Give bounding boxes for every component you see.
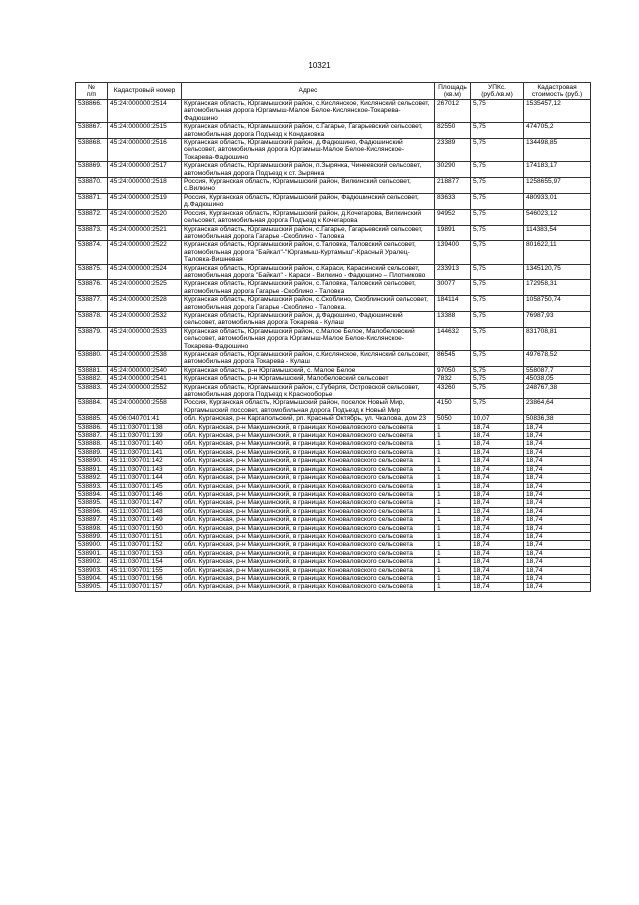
cell-area: 1: [435, 432, 471, 440]
header-address: Адрес: [182, 83, 435, 100]
cell-upks: 18,74: [471, 474, 524, 482]
cell-row-number: 538866.: [76, 100, 108, 123]
table-row: [76, 423, 591, 431]
cell-row-number: 538902.: [76, 558, 108, 566]
cell-cadastral-number: 45:24:000000:2541: [108, 375, 182, 383]
cell-cadastral-number: 45:24:000000:2519: [108, 193, 182, 209]
cell-address: обл. Курганская, р-н Макушинский, в границах Коноваловского сельсовета: [182, 532, 435, 540]
cell-upks: 5,75: [471, 123, 524, 139]
table-row: [76, 296, 591, 312]
table-row: [76, 507, 591, 515]
cell-address: Курганская область, Юргамышский район, с.Малое Белое, Малобеловский сельсовет, автомобильная дорога Юргамыш-Малое Белое-Кислянское-Токарева-Фадюшино: [182, 327, 435, 350]
cell-cadastral-number: 45:11:030701:153: [108, 549, 182, 557]
cell-address: Курганская область, Юргамышский район, д.Фадюшино, Фадюшинский сельсовет, автомобильная дорога Токарева - Кулаш: [182, 311, 435, 327]
cell-cadastral-number: 45:11:030701:138: [108, 423, 182, 431]
cell-upks: 5,75: [471, 280, 524, 296]
cell-address: Россия, Курганская область, Юргамышский район, Фадюшинский сельсовет, д.Фадюшино: [182, 193, 435, 209]
cell-cadastral-number: 45:24:000000:2514: [108, 100, 182, 123]
cell-upks: 18,74: [471, 457, 524, 465]
table-row: [76, 162, 591, 178]
cell-row-number: 538891.: [76, 465, 108, 473]
cell-cadastral-cost: 18,74: [524, 541, 591, 549]
cell-address: обл. Курганская, р-н Макушинский, в границах Коноваловского сельсовета: [182, 566, 435, 574]
cell-cadastral-number: 45:11:030701:141: [108, 448, 182, 456]
cell-upks: 5,75: [471, 375, 524, 383]
table-row: [76, 432, 591, 440]
cell-cadastral-number: 45:11:030701:145: [108, 482, 182, 490]
cell-cadastral-cost: 801622,11: [524, 241, 591, 264]
cell-upks: 18,74: [471, 532, 524, 540]
cell-upks: 18,74: [471, 440, 524, 448]
cell-address: Россия, Курганская область, Юргамышский район, Вилкинский сельсовет, с.Вилкино: [182, 178, 435, 194]
cell-upks: 18,74: [471, 574, 524, 582]
cell-address: обл. Курганская, р-н Макушинский, в границах Коноваловского сельсовета: [182, 440, 435, 448]
cell-row-number: 538878.: [76, 311, 108, 327]
cell-cadastral-number: 45:24:000000:2525: [108, 280, 182, 296]
cell-row-number: 538900.: [76, 541, 108, 549]
table-row: [76, 448, 591, 456]
cell-row-number: 538879.: [76, 327, 108, 350]
cell-address: Курганская область, р-н Юргамышский, с. Малое Белое: [182, 366, 435, 374]
cell-area: 83633: [435, 193, 471, 209]
cell-upks: 5,75: [471, 139, 524, 162]
cell-cadastral-cost: 18,74: [524, 482, 591, 490]
cell-upks: 5,75: [471, 100, 524, 123]
table-row: [76, 311, 591, 327]
cell-row-number: 538890.: [76, 457, 108, 465]
cell-area: 1: [435, 465, 471, 473]
cell-cadastral-cost: 1258655,97: [524, 178, 591, 194]
cell-row-number: 538893.: [76, 482, 108, 490]
cell-cadastral-cost: 558087,7: [524, 366, 591, 374]
table-row: [76, 225, 591, 241]
cell-row-number: 538875.: [76, 264, 108, 280]
cell-cadastral-number: 45:11:030701:154: [108, 558, 182, 566]
cell-cadastral-number: 45:24:000000:2521: [108, 225, 182, 241]
cell-cadastral-number: 45:11:030701:140: [108, 440, 182, 448]
table-row: [76, 375, 591, 383]
cell-address: обл. Курганская, р-н Макушинский, в границах Коноваловского сельсовета: [182, 583, 435, 591]
cell-cadastral-number: 45:11:030701:143: [108, 465, 182, 473]
table-row: [76, 178, 591, 194]
cell-cadastral-number: 45:11:030701:156: [108, 574, 182, 582]
table-row: [76, 490, 591, 498]
table-row: [76, 399, 591, 415]
cell-area: 1: [435, 549, 471, 557]
cell-cadastral-number: 45:24:000000:2533: [108, 327, 182, 350]
cell-area: 233913: [435, 264, 471, 280]
cell-area: 19891: [435, 225, 471, 241]
cell-cadastral-cost: 18,74: [524, 583, 591, 591]
cell-area: 1: [435, 583, 471, 591]
cell-cadastral-number: 45:24:000000:2528: [108, 296, 182, 312]
cell-cadastral-number: 45:11:030701:147: [108, 499, 182, 507]
table-row: [76, 123, 591, 139]
cell-address: обл. Курганская, р-н Каргапольский, рп. Красный Октябрь, ул. Чкалова, дом 23: [182, 415, 435, 423]
cell-upks: 5,75: [471, 399, 524, 415]
cell-row-number: 538868.: [76, 139, 108, 162]
table-row: [76, 209, 591, 225]
cell-address: Курганская область, Юргамышский район, д.Фадюшино, Фадюшинский сельсовет, автомобильная дорога Юргамыш-Малое Белое-Кислянское-Токарева-Фадюшино: [182, 139, 435, 162]
cell-area: 144632: [435, 327, 471, 350]
cell-area: 30077: [435, 280, 471, 296]
cell-cadastral-number: 45:24:000000:2532: [108, 311, 182, 327]
table-row: [76, 474, 591, 482]
cell-row-number: 538867.: [76, 123, 108, 139]
cell-row-number: 538870.: [76, 178, 108, 194]
cell-cadastral-number: 45:24:000000:2538: [108, 351, 182, 367]
cell-row-number: 538899.: [76, 532, 108, 540]
cell-area: 1: [435, 574, 471, 582]
cell-upks: 5,75: [471, 264, 524, 280]
cell-address: обл. Курганская, р-н Макушинский, в границах Коноваловского сельсовета: [182, 432, 435, 440]
cell-row-number: 538888.: [76, 440, 108, 448]
cell-area: 1: [435, 474, 471, 482]
table-row: [76, 440, 591, 448]
cell-address: обл. Курганская, р-н Макушинский, в границах Коноваловского сельсовета: [182, 474, 435, 482]
cell-upks: 18,74: [471, 507, 524, 515]
cell-upks: 18,74: [471, 524, 524, 532]
cell-row-number: 538886.: [76, 423, 108, 431]
cell-upks: 5,75: [471, 209, 524, 225]
cell-upks: 5,75: [471, 327, 524, 350]
cell-cadastral-cost: 18,74: [524, 516, 591, 524]
cell-address: обл. Курганская, р-н Макушинский, в границах Коноваловского сельсовета: [182, 499, 435, 507]
cell-cadastral-number: 45:24:000000:2515: [108, 123, 182, 139]
cadastral-table: [75, 82, 591, 592]
cell-cadastral-cost: 1345120,75: [524, 264, 591, 280]
cell-upks: 18,74: [471, 499, 524, 507]
cell-cadastral-number: 45:11:030701:149: [108, 516, 182, 524]
cell-upks: 18,74: [471, 490, 524, 498]
cell-cadastral-cost: 18,74: [524, 558, 591, 566]
table-row: [76, 193, 591, 209]
cell-cadastral-cost: 23864,64: [524, 399, 591, 415]
cell-address: обл. Курганская, р-н Макушинский, в границах Коноваловского сельсовета: [182, 448, 435, 456]
cell-row-number: 538894.: [76, 490, 108, 498]
cell-cadastral-cost: 18,74: [524, 474, 591, 482]
cell-cadastral-cost: 1058750,74: [524, 296, 591, 312]
table-row: [76, 100, 591, 123]
cell-row-number: 538898.: [76, 524, 108, 532]
table-row: [76, 549, 591, 557]
cell-cadastral-cost: 18,74: [524, 549, 591, 557]
cell-row-number: 538904.: [76, 574, 108, 582]
cell-row-number: 538897.: [76, 516, 108, 524]
cell-cadastral-number: 45:11:030701:144: [108, 474, 182, 482]
cell-cadastral-number: 45:24:000000:2517: [108, 162, 182, 178]
table-row: [76, 139, 591, 162]
cell-cadastral-number: 45:11:030701:155: [108, 566, 182, 574]
cell-upks: 18,74: [471, 465, 524, 473]
cell-row-number: 538884.: [76, 399, 108, 415]
table-row: [76, 499, 591, 507]
cell-area: 86545: [435, 351, 471, 367]
cell-area: 1: [435, 507, 471, 515]
cell-row-number: 538905.: [76, 583, 108, 591]
cell-cadastral-number: 45:24:000000:2518: [108, 178, 182, 194]
cell-upks: 18,74: [471, 448, 524, 456]
cell-cadastral-cost: 18,74: [524, 524, 591, 532]
cell-upks: 18,74: [471, 541, 524, 549]
cell-address: обл. Курганская, р-н Макушинский, в границах Коноваловского сельсовета: [182, 507, 435, 515]
cell-row-number: 538871.: [76, 193, 108, 209]
cell-address: Курганская область, Юргамышский район, с.Гагарье, Гагарьевский сельсовет, автомобильная дорога Подъезд к Кондаковка: [182, 123, 435, 139]
table-row: [76, 280, 591, 296]
cell-row-number: 538892.: [76, 474, 108, 482]
cell-upks: 18,74: [471, 583, 524, 591]
cell-row-number: 538889.: [76, 448, 108, 456]
cell-area: 82550: [435, 123, 471, 139]
cell-cadastral-cost: 1535457,12: [524, 100, 591, 123]
table-row: [76, 327, 591, 350]
cell-address: Курганская область, Юргамышский район, с.Гагарье, Гагарьевский сельсовет, автомобильная дорога Гагарье -Скоблино - Таловка: [182, 225, 435, 241]
table-row: [76, 566, 591, 574]
table-row: [76, 241, 591, 264]
table-body: [76, 100, 591, 592]
table-row: [76, 366, 591, 374]
cell-cadastral-cost: 18,74: [524, 465, 591, 473]
cell-cadastral-cost: 18,74: [524, 440, 591, 448]
table-row: [76, 465, 591, 473]
table-row: [76, 558, 591, 566]
table-row: [76, 524, 591, 532]
cell-upks: 5,75: [471, 296, 524, 312]
cell-address: Курганская область, Юргамышский район, с.Кислянское, Кислянский сельсовет, автомобильная дорога Юргамыш-Малое Белое-Кислянское-Токарева-Фадюшино: [182, 100, 435, 123]
cell-upks: 18,74: [471, 558, 524, 566]
cell-cadastral-cost: 18,74: [524, 457, 591, 465]
cell-address: обл. Курганская, р-н Макушинский, в границах Коноваловского сельсовета: [182, 549, 435, 557]
cell-cadastral-cost: 18,74: [524, 448, 591, 456]
cell-cadastral-cost: 174183,17: [524, 162, 591, 178]
cell-cadastral-cost: 480933,01: [524, 193, 591, 209]
cell-cadastral-number: 45:24:000000:2552: [108, 383, 182, 399]
cell-upks: 5,75: [471, 351, 524, 367]
table-row: [76, 264, 591, 280]
cell-area: 139400: [435, 241, 471, 264]
cell-cadastral-cost: 18,74: [524, 432, 591, 440]
cell-cadastral-number: 45:11:030701:150: [108, 524, 182, 532]
cell-area: 1: [435, 440, 471, 448]
cell-row-number: 538885.: [76, 415, 108, 423]
cell-row-number: 538896.: [76, 507, 108, 515]
cell-row-number: 538883.: [76, 383, 108, 399]
header-upks: УПКс. (руб./кв.м): [471, 83, 524, 100]
cell-address: Курганская область, Юргамышский район, п.Зырянка, Чинеевский сельсовет, автомобильная дорога Подъезд к ст. Зырянка: [182, 162, 435, 178]
cell-area: 97050: [435, 366, 471, 374]
cell-area: 1: [435, 516, 471, 524]
cell-address: обл. Курганская, р-н Макушинский, в границах Коноваловского сельсовета: [182, 516, 435, 524]
cell-cadastral-cost: 76987,93: [524, 311, 591, 327]
cell-upks: 5,75: [471, 193, 524, 209]
cell-row-number: 538882.: [76, 375, 108, 383]
cell-cadastral-number: 45:11:030701:151: [108, 532, 182, 540]
cell-cadastral-cost: 18,74: [524, 499, 591, 507]
table-row: [76, 415, 591, 423]
cell-area: 1: [435, 541, 471, 549]
cell-row-number: 538876.: [76, 280, 108, 296]
cell-area: 218877: [435, 178, 471, 194]
cell-upks: 18,74: [471, 516, 524, 524]
cell-cadastral-cost: 45038,05: [524, 375, 591, 383]
cell-upks: 5,75: [471, 241, 524, 264]
table-row: [76, 532, 591, 540]
cell-upks: 5,75: [471, 178, 524, 194]
cell-cadastral-number: 45:24:000000:2520: [108, 209, 182, 225]
cell-row-number: 538903.: [76, 566, 108, 574]
cell-cadastral-cost: 18,74: [524, 574, 591, 582]
cell-cadastral-number: 45:24:000000:2522: [108, 241, 182, 264]
cell-cadastral-number: 45:11:030701:148: [108, 507, 182, 515]
cell-address: обл. Курганская, р-н Макушинский, в границах Коноваловского сельсовета: [182, 465, 435, 473]
cell-address: Курганская область, Юргамышский район, с.Кислянское, Кислянский сельсовет, автомобильная дорога Токарева - Кулаш: [182, 351, 435, 367]
header-cadastral-number: Кадастровый номер: [108, 83, 182, 100]
cell-area: 184114: [435, 296, 471, 312]
header-num: № п/п: [76, 83, 108, 100]
cell-cadastral-cost: 18,74: [524, 490, 591, 498]
cell-address: Россия, Курганская область, Юргамышский район, д.Кочегарова, Вилкинский сельсовет, автомобильная дорога Подъезд к Кочегарова: [182, 209, 435, 225]
table-header-row: [76, 83, 591, 100]
cell-address: Курганская область, р-н Юргамышский, Малобеловский сельсовет: [182, 375, 435, 383]
cell-area: 23389: [435, 139, 471, 162]
cell-cadastral-cost: 18,74: [524, 532, 591, 540]
cell-cadastral-number: 45:24:000000:2516: [108, 139, 182, 162]
cell-address: обл. Курганская, р-н Макушинский, в границах Коноваловского сельсовета: [182, 490, 435, 498]
cell-address: обл. Курганская, р-н Макушинский, в границах Коноваловского сельсовета: [182, 423, 435, 431]
cell-area: 13388: [435, 311, 471, 327]
table-row: [76, 516, 591, 524]
cell-cadastral-cost: 18,74: [524, 423, 591, 431]
cell-area: 43260: [435, 383, 471, 399]
header-area: Площадь (кв.м): [435, 83, 471, 100]
cell-area: 1: [435, 490, 471, 498]
cell-upks: 18,74: [471, 432, 524, 440]
cell-address: Курганская область, Юргамышский район, с.Губерля, Островской сельсовет, автомобильная дорога Подъезд к Краснооборье: [182, 383, 435, 399]
table-row: [76, 574, 591, 582]
table-row: [76, 583, 591, 591]
cell-address: обл. Курганская, р-н Макушинский, в границах Коноваловского сельсовета: [182, 524, 435, 532]
cell-address: Курганская область, Юргамышский район, с.Таловка, Таловский сельсовет, автомобильная дорога Гагарье -Скоблино - Таловка: [182, 280, 435, 296]
cell-area: 4150: [435, 399, 471, 415]
cell-cadastral-cost: 172958,31: [524, 280, 591, 296]
cell-row-number: 538874.: [76, 241, 108, 264]
cell-upks: 5,75: [471, 162, 524, 178]
cell-area: 30290: [435, 162, 471, 178]
page-number: 10321: [308, 61, 331, 70]
cell-area: 1: [435, 566, 471, 574]
cell-address: обл. Курганская, р-н Макушинский, в границах Коноваловского сельсовета: [182, 574, 435, 582]
cell-cadastral-cost: 114383,54: [524, 225, 591, 241]
cell-upks: 5,75: [471, 225, 524, 241]
cell-cadastral-number: 45:11:030701:142: [108, 457, 182, 465]
cell-area: 1: [435, 532, 471, 540]
table-row: [76, 383, 591, 399]
cell-area: 267012: [435, 100, 471, 123]
cell-upks: 10,07: [471, 415, 524, 423]
cell-cadastral-cost: 546023,12: [524, 209, 591, 225]
header-cadastral-cost: Кадастровая стоимость (руб.): [524, 83, 591, 100]
cell-area: 1: [435, 482, 471, 490]
cell-cadastral-number: 45:11:030701:146: [108, 490, 182, 498]
cell-row-number: 538873.: [76, 225, 108, 241]
cell-address: обл. Курганская, р-н Макушинский, в границах Коноваловского сельсовета: [182, 482, 435, 490]
cell-area: 5050: [435, 415, 471, 423]
cell-address: обл. Курганская, р-н Макушинский, в границах Коноваловского сельсовета: [182, 541, 435, 549]
cell-cadastral-number: 45:06:040701:41: [108, 415, 182, 423]
cell-row-number: 538901.: [76, 549, 108, 557]
cell-upks: 18,74: [471, 566, 524, 574]
cell-upks: 18,74: [471, 549, 524, 557]
cell-area: 94952: [435, 209, 471, 225]
cell-cadastral-cost: 134498,85: [524, 139, 591, 162]
cell-upks: 18,74: [471, 482, 524, 490]
cell-row-number: 538880.: [76, 351, 108, 367]
cell-cadastral-cost: 497678,52: [524, 351, 591, 367]
cell-cadastral-number: 45:11:030701:152: [108, 541, 182, 549]
cell-row-number: 538887.: [76, 432, 108, 440]
cell-cadastral-cost: 831708,81: [524, 327, 591, 350]
cell-upks: 5,75: [471, 383, 524, 399]
cell-area: 1: [435, 524, 471, 532]
cell-cadastral-number: 45:24:000000:2524: [108, 264, 182, 280]
cell-row-number: 538895.: [76, 499, 108, 507]
cell-area: 1: [435, 558, 471, 566]
cell-row-number: 538872.: [76, 209, 108, 225]
cell-cadastral-number: 45:24:000000:2558: [108, 399, 182, 415]
cell-upks: 5,75: [471, 366, 524, 374]
cell-address: Курганская область, Юргамышский район, с.Таловка, Таловский сельсовет, автомобильная дорога "Байкал"-"Юргамыш-Куртамыш"-Красный Уралец-Таловка-Вишневая: [182, 241, 435, 264]
cell-cadastral-cost: 248767,38: [524, 383, 591, 399]
cell-address: Россия, Курганская область, Юргамышский район, поселок Новый Мир, Юргамышский поссовет, автомобильная дорога Подъезд к Новый Мир: [182, 399, 435, 415]
cell-upks: 18,74: [471, 423, 524, 431]
cell-cadastral-cost: 50836,38: [524, 415, 591, 423]
cell-area: 1: [435, 448, 471, 456]
cell-cadastral-cost: 18,74: [524, 507, 591, 515]
cell-row-number: 538881.: [76, 366, 108, 374]
cell-area: 7832: [435, 375, 471, 383]
cell-cadastral-number: 45:11:030701:157: [108, 583, 182, 591]
cell-cadastral-number: 45:11:030701:139: [108, 432, 182, 440]
cell-address: обл. Курганская, р-н Макушинский, в границах Коноваловского сельсовета: [182, 457, 435, 465]
cell-cadastral-cost: 18,74: [524, 566, 591, 574]
cell-cadastral-number: 45:24:000000:2540: [108, 366, 182, 374]
cell-area: 1: [435, 499, 471, 507]
cell-address: обл. Курганская, р-н Макушинский, в границах Коноваловского сельсовета: [182, 558, 435, 566]
table-row: [76, 351, 591, 367]
cell-area: 1: [435, 457, 471, 465]
cell-row-number: 538869.: [76, 162, 108, 178]
table-row: [76, 457, 591, 465]
table-row: [76, 541, 591, 549]
cell-address: Курганская область, Юргамышский район, с.Скоблино, Скоблинский сельсовет, автомобильная дорога Гагарье -Скоблино - Таловка.: [182, 296, 435, 312]
cell-address: Курганская область, Юргамышский район, с.Караси, Карасинский сельсовет, автомобильная дорога "Байкал" - Караси - Вилкино - Фадюшино – Плотниково: [182, 264, 435, 280]
table-row: [76, 482, 591, 490]
cell-row-number: 538877.: [76, 296, 108, 312]
cell-area: 1: [435, 423, 471, 431]
cell-cadastral-cost: 474705,2: [524, 123, 591, 139]
cell-upks: 5,75: [471, 311, 524, 327]
